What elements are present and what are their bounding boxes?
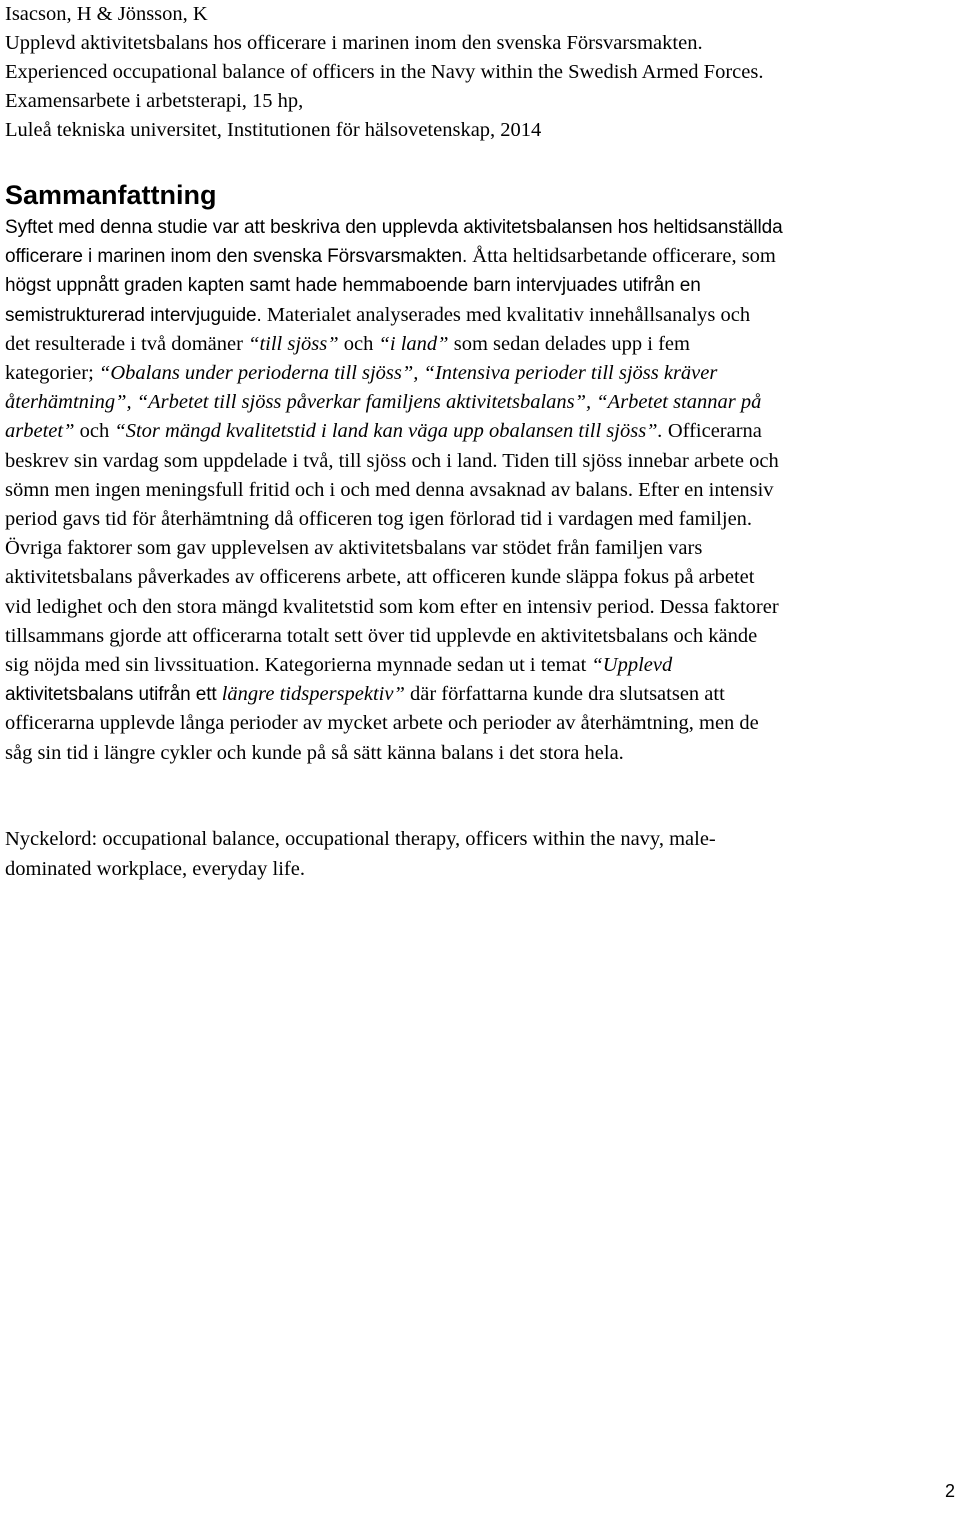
- abstract-line: [5, 330, 957, 359]
- abstract-line: period gavs tid för återhämtning då officeren tog igen förlorad tid i vardagen med familjen.: [5, 508, 753, 531]
- abstract-line: sömn men ingen meningsfull fritid och i och med denna avsaknad av balans. Efter en intensiv: [5, 478, 774, 501]
- abstract-text: Materialet analyserades med kvalitativ innehållsanalys och: [261, 303, 751, 326]
- category-quote: arbetet”: [5, 420, 75, 443]
- abstract-text: semistrukturerad intervjuguide.: [5, 304, 262, 326]
- abstract-text: sig nöjda med sin livssituation. Kategorierna mynnade sedan ut i temat: [5, 654, 592, 677]
- title-english: Experienced occupational balance of officers in the Navy within the Swedish Armed Forces.: [5, 61, 764, 83]
- abstract-line: Syftet med denna studie var att beskriva den upplevda aktivitetsbalansen hos heltidsanställda: [5, 217, 783, 238]
- abstract-text: kategorier;: [5, 362, 99, 385]
- institution-info: Luleå tekniska universitet, Institutionen för hälsovetenskap, 2014: [5, 119, 542, 141]
- thesis-header: [5, 0, 955, 145]
- abstract-line: [5, 359, 957, 388]
- category-quote: “Obalans under perioderna till sjöss”, “Intensiva perioder till sjöss kräver: [98, 362, 718, 385]
- abstract-line: [5, 680, 957, 709]
- abstract-line: tillsammans gjorde att officerarna totalt sett över tid upplevde en aktivitetsbalans och kände: [5, 624, 758, 647]
- abstract-line: aktivitetsbalans påverkades av officerens arbete, att officeren kunde släppa fokus på arbetet: [5, 566, 755, 589]
- abstract-text: och: [338, 332, 379, 355]
- abstract-text: som sedan delades upp i fem: [448, 332, 690, 355]
- keywords-line: dominated workplace, everyday life.: [5, 857, 305, 880]
- abstract-line: Övriga faktorer som gav upplevelsen av aktivitetsbalans var stödet från familjen vars: [5, 537, 703, 560]
- authors: Isacson, H & Jönsson, K: [5, 3, 208, 25]
- keywords-line: Nyckelord: occupational balance, occupational therapy, officers within the navy, male-: [5, 828, 716, 850]
- abstract-line: vid ledighet och den stora mängd kvalitetstid som kom efter en intensiv period. Dessa faktorer: [5, 595, 779, 618]
- section-heading: Sammanfattning: [5, 180, 217, 210]
- abstract-line: såg sin tid i längre cykler och kunde på så sätt känna balans i det stora hela.: [5, 741, 624, 764]
- category-quote: “Stor mängd kvalitetstid i land kan väga upp obalansen till sjöss”.: [114, 420, 663, 443]
- abstract-line: högst uppnått graden kapten samt hade hemmaboende barn intervjuades utifrån en: [5, 275, 701, 297]
- abstract-line: officerarna upplevde långa perioder av mycket arbete och perioder av återhämtning, men de: [5, 712, 759, 735]
- theme-quote: längre tidsperspektiv”: [216, 683, 405, 706]
- theme-quote: “Upplevd: [591, 654, 673, 677]
- abstract-text: och: [74, 420, 115, 443]
- abstract-text: det resulterade i två domäner: [5, 332, 249, 355]
- keywords: [5, 825, 955, 884]
- category-quote: återhämtning”, “Arbetet till sjöss påverkar familjens aktivitetsbalans”, “Arbetet stannar på: [5, 391, 762, 414]
- page-number: 2: [944, 1481, 955, 1501]
- abstract-line: [5, 301, 957, 330]
- abstract-body: [5, 213, 957, 768]
- abstract-text: där författarna kunde dra slutsatsen att: [404, 683, 725, 706]
- abstract-line: beskrev sin vardag som uppdelade i två, till sjöss och i land. Tiden till sjöss innebar arbete och: [5, 449, 779, 472]
- title-swedish: Upplevd aktivitetsbalans hos officerare i marinen inom den svenska Försvarsmakten.: [5, 32, 703, 54]
- course-info: Examensarbete i arbetsterapi, 15 hp,: [5, 90, 304, 112]
- abstract-text: Åtta heltidsarbetande officerare, som: [467, 245, 776, 268]
- abstract-line: [5, 417, 957, 446]
- abstract-text: Officerarna: [662, 420, 762, 443]
- domain-quote: “i land”: [378, 332, 449, 355]
- abstract-line: [5, 651, 957, 680]
- abstract-line: [5, 388, 957, 417]
- abstract-line: [5, 242, 957, 271]
- abstract-text: aktivitetsbalans utifrån ett: [5, 684, 217, 706]
- abstract-text: officerare i marinen inom den svenska Försvarsmakten.: [5, 246, 468, 268]
- domain-quote: “till sjöss”: [248, 332, 339, 355]
